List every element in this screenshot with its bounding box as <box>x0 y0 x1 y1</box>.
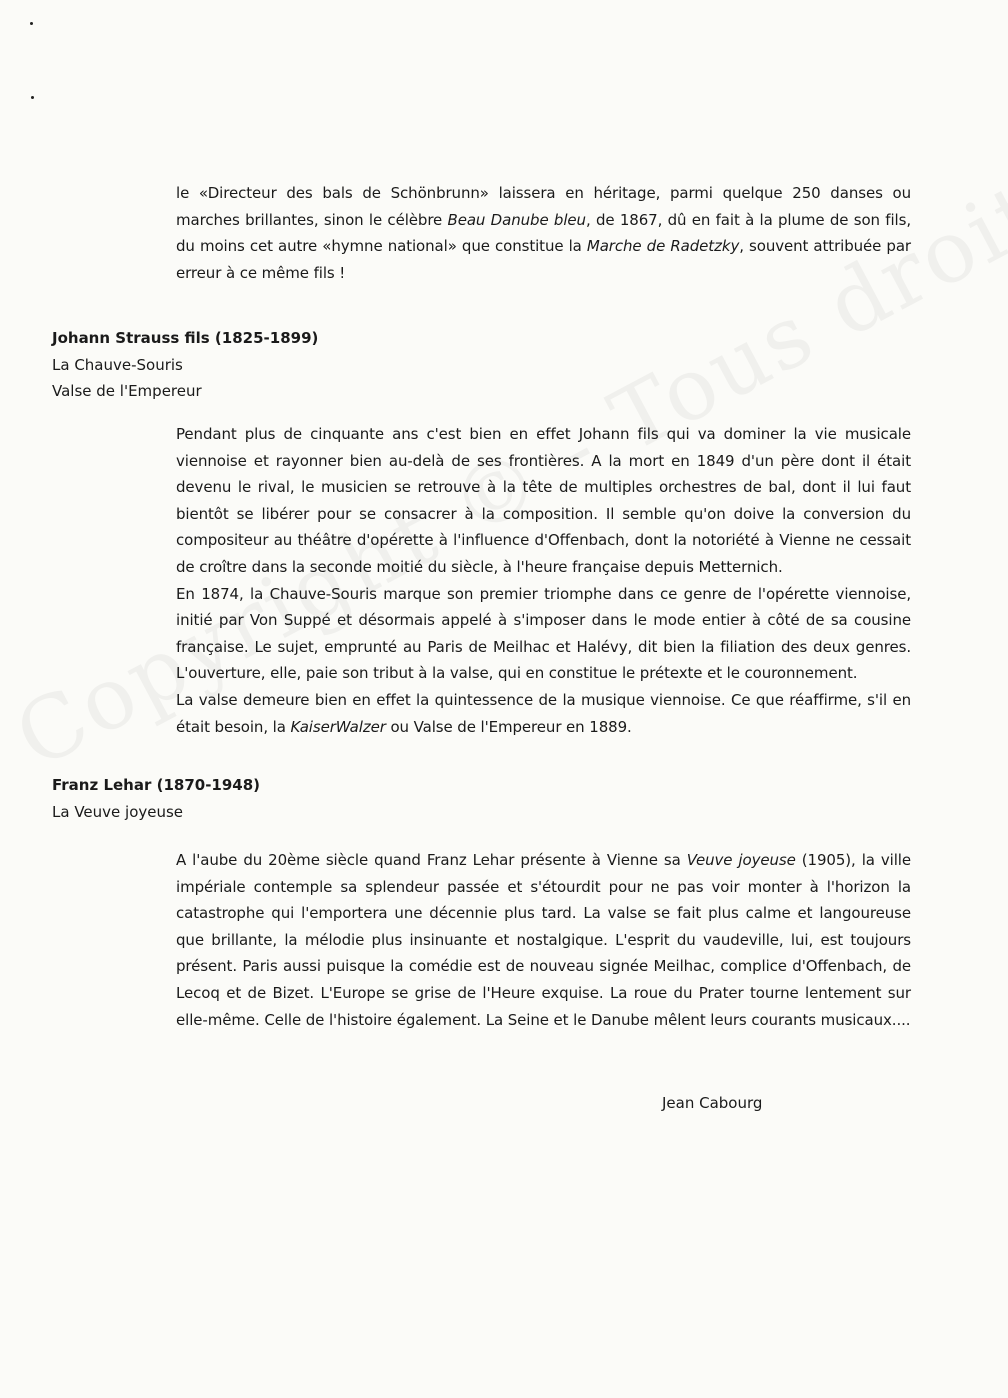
author-signature: Jean Cabourg <box>662 1094 763 1112</box>
title-kaiserwalzer: KaiserWalzer <box>290 717 386 736</box>
work-title: La Chauve-Souris <box>52 355 183 374</box>
intro-paragraph: le «Directeur des bals de Schönbrunn» laissera en héritage, parmi quelque 250 danses ou marches brillantes, sinon le célèbre Beau Danube bleu, de 1867, dû en fait à la plume de son fils, du moins cet autre «hymne national» que constitue la Marche de Radetzky, souvent attribuée par erreur à ce même fils ! <box>176 184 912 282</box>
strauss-p1: Pendant plus de cinquante ans c'est bien en effet Johann fils qui va dominer la vie musicale viennoise et rayonner bien au-delà de ses frontières. A la mort en 1849 d'un père dont il était devenu le rival, le musicien se retrouve à la tête de multiples orchestres de bal, dont il lui faut bientôt se libérer pour se consacrer à la composition. Il semble qu'on doive la conversion du compositeur au théâtre d'opérette à l'influence d'Offenbach, dont la notoriété à Vienne ne cessait de croître dans la seconde moitié du siècle, à l'heure française depuis Metternich. <box>176 425 911 576</box>
lehar-paragraph: A l'aube du 20ème siècle quand Franz Lehar présente à Vienne sa Veuve joyeuse (1905), la ville impériale contemple sa splendeur passée et s'étourdit pour ne pas voir monter à l'horizon la catastrophe qui l'emportera une décennie plus tard. La valse se fait plus calme et langoureuse que brillante, la mélodie plus insinuante et nostalgique. L'esprit du vaudeville, lui, est toujours présent. Paris aussi puisque la comédie est de nouveau signée Meilhac, complice d'Offenbach, de Lecoq et de Bizet. L'Europe se grise de l'Heure exquise. La roue du Prater tourne lentement sur elle-même. Celle de l'histoire également. La Seine et le Danube mêlent leurs courants musicaux.... <box>176 851 911 1029</box>
composer-name: Franz Lehar (1870-1948) <box>52 776 261 794</box>
section-heading-strauss <box>52 325 318 405</box>
scan-speck <box>30 22 33 25</box>
strauss-paragraph <box>176 421 911 740</box>
work-title: Valse de l'Empereur <box>52 382 202 401</box>
scan-speck <box>31 96 34 99</box>
title-beau-danube: Beau Danube bleu <box>447 210 586 229</box>
strauss-p2: En 1874, la Chauve-Souris marque son premier triomphe dans ce genre de l'opérette viennoise, initié par Von Suppé et désormais appelé à s'imposer dans le mode entier à côté de sa cousine française. Le sujet, emprunté au Paris de Meilhac et Halévy, dit bien la filiation des deux genres. L'ouverture, elle, paie son tribut à la valse, qui en constitue le prétexte et le couronnement. <box>176 584 911 683</box>
strauss-p3: La valse demeure bien en effet la quintessence de la musique viennoise. Ce que réaffirme, s'il en était besoin, la KaiserWalzer ou Valse de l'Empereur en 1889. <box>176 690 911 736</box>
section-heading-lehar <box>52 772 260 825</box>
work-title: La Veuve joyeuse <box>52 802 184 821</box>
composer-name: Johann Strauss fils (1825-1899) <box>52 329 319 347</box>
title-marche-radetzky: Marche de Radetzky <box>586 237 740 256</box>
title-veuve-joyeuse: Veuve joyeuse <box>686 851 796 869</box>
